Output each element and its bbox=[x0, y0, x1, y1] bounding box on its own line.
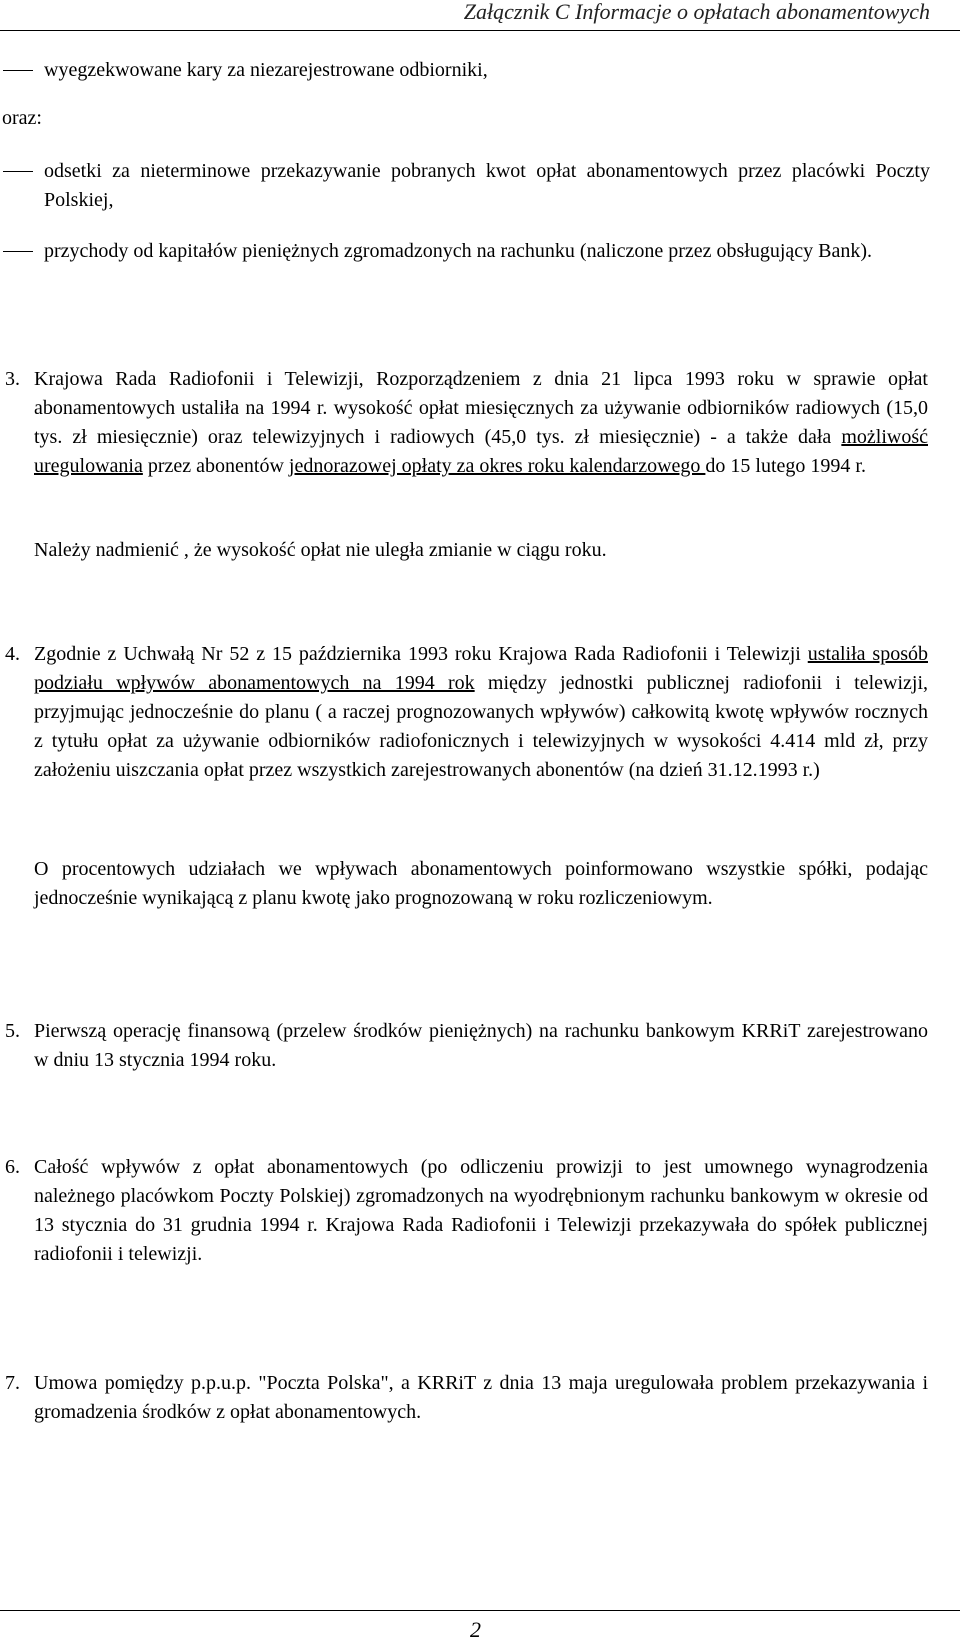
page-number: 2 bbox=[470, 1617, 481, 1642]
text-run: między jednostki publicznej radiofonii i telewizji, przyjmując jednocześnie do planu ( a raczej prognozowanych wpływów) całkowitą kwotę wpływów rocznych z tytułu opłat za używanie odbiorników radiofonicznych i telewizyjnych w wysokości 4.414 mld zł, przy założeniu uiszczania opłat przez wszystkich zarejestrowanych abonentów (na dzień 31.12.1993 r.) bbox=[34, 672, 928, 781]
underlined-text: możliwość uregulowania bbox=[34, 426, 928, 477]
text-run: Zgodnie z Uchwałą Nr 52 z 15 października 1993 roku Krajowa Rada Radiofonii i Telewizji bbox=[34, 643, 808, 665]
section-4-text bbox=[34, 640, 928, 785]
oraz-label: oraz: bbox=[2, 107, 42, 129]
footer-divider bbox=[0, 1610, 960, 1611]
list-item-text: przychody od kapitałów pieniężnych zgromadzonych na rachunku (naliczone przez obsługujący Bank). bbox=[44, 240, 873, 262]
section-number: 5. bbox=[5, 1020, 20, 1042]
text-run: przez abonentów bbox=[142, 455, 289, 477]
section-number: 7. bbox=[5, 1372, 20, 1394]
section-5-text: Pierwszą operację finansową (przelew środków pieniężnych) na rachunku bankowym KRRiT zarejestrowano w dniu 13 stycznia 1994 roku. bbox=[34, 1020, 928, 1071]
list-item-text: wyegzekwowane kary za niezarejestrowane odbiorniki, bbox=[44, 59, 488, 81]
section-number: 6. bbox=[5, 1156, 20, 1178]
text-run: do 15 lutego 1994 r. bbox=[705, 455, 866, 477]
section-number: 4. bbox=[5, 643, 20, 665]
section-4-paragraph-2: O procentowych udziałach we wpływach abonamentowych poinformowano wszystkie spółki, podając jednocześnie wynikającą z planu kwotę jako prognozowaną w roku rozliczeniowym. bbox=[34, 858, 928, 909]
text-run: Krajowa Rada Radiofonii i Telewizji, Rozporządzeniem z dnia 21 lipca 1993 roku w sprawie opłat abonamentowych ustaliła na 1994 r. wysokość opłat miesięcznych za używanie odbiorników radiowych (15,0 tys. zł miesięcznie) oraz telewizyjnych i radiowych (45,0 tys. zł miesięcznie) - a także dała bbox=[34, 368, 928, 448]
section-number: 3. bbox=[5, 368, 20, 390]
list-item-text: odsetki za nieterminowe przekazywanie pobranych kwot opłat abonamentowych przez placówki Poczty Polskiej, bbox=[44, 160, 930, 211]
underlined-text: ustaliła sposób podziału wpływów abonamentowych na 1994 rok bbox=[34, 643, 928, 694]
section-7-text: Umowa pomiędzy p.p.u.p. "Poczta Polska", a KRRiT z dnia 13 maja uregulowała problem przekazywania i gromadzenia środków z opłat abonamentowych. bbox=[34, 1372, 928, 1423]
section-6-text: Całość wpływów z opłat abonamentowych (po odliczeniu prowizji to jest umownego wynagrodzenia należnego placówkom Poczty Polskiej) zgromadzonych na wyodrębnionym rachunku bankowym w okresie od 13 stycznia do 31 grudnia 1994 r. Krajowa Rada Radiofonii i Telewizji przekazywała do spółek publicznej radiofonii i telewizji. bbox=[34, 1156, 928, 1265]
page-header: Załącznik C Informacje o opłatach abonamentowych bbox=[463, 0, 930, 24]
section-3-text bbox=[34, 365, 928, 481]
header-divider bbox=[0, 30, 960, 31]
underlined-text: jednorazowej opłaty za okres roku kalendarzowego bbox=[288, 455, 706, 477]
section-3-note: Należy nadmienić , że wysokość opłat nie uległa zmianie w ciągu roku. bbox=[34, 539, 607, 561]
